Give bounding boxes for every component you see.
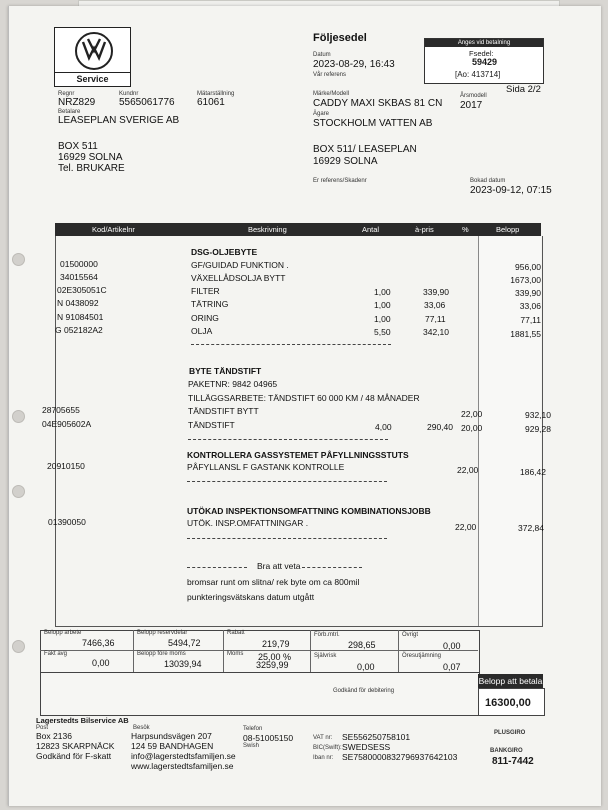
var-referens-label: Vår referens (313, 72, 347, 78)
datum: 2023-08-29, 16:43 (313, 59, 395, 70)
payment-box-label: Anges vid betalning (425, 39, 543, 47)
besok-line: 124 59 BANDHAGEN (131, 741, 214, 751)
vw-service-logo (54, 27, 131, 87)
row-desc: UTÖK. INSP.OMFATTNINGAR . (187, 518, 309, 528)
belopp-reservdelar: 5494,72 (168, 638, 201, 648)
oresutjamning: 0,07 (443, 662, 461, 672)
matarstallning: 61061 (197, 97, 225, 108)
agare: STOCKHOLM VATTEN AB (313, 118, 433, 129)
datum-label: Datum (313, 52, 331, 58)
godkand-label: Godkänd för debitering (333, 688, 395, 694)
col-kod: Kod/Artikelnr (92, 225, 135, 234)
vw-logo-icon (75, 32, 113, 70)
row-belopp: 77,11 (520, 315, 541, 325)
bokad-label: Bokad datum (470, 178, 506, 184)
forbmtrl-label: Förb.mtrl. (314, 632, 340, 638)
kundnr: 5565061776 (119, 97, 175, 108)
note-rule-right (302, 567, 362, 568)
summary-col-divider (223, 630, 224, 672)
approval-box (40, 672, 480, 716)
pay-amount: 16300,00 (485, 697, 531, 709)
rabatt-label: Rabatt (227, 630, 245, 636)
row-antal: 1,00 (374, 300, 391, 310)
row-belopp: 33,06 (519, 301, 541, 311)
fore-moms: 13039,94 (164, 659, 202, 669)
post-line: Godkänd för F-skatt (36, 751, 112, 761)
row-desc: TÄNDSTIFT BYTT (188, 406, 259, 416)
row-kod: 02E305051C (57, 285, 107, 295)
doc-title: Följesedel (313, 32, 367, 44)
row-belopp: 372,84 (518, 523, 544, 533)
address-right-2: 16929 SOLNA (313, 156, 378, 167)
marke-modell: CADDY MAXI SKBAS 81 CN (313, 98, 443, 109)
moms: 3259,99 (256, 660, 289, 670)
summary-divider (40, 650, 478, 651)
post-label: Post (36, 725, 49, 731)
note-line: bromsar runt om slitna/ rek byte om ca 800mil (187, 577, 360, 587)
row-belopp: 929,28 (525, 424, 551, 434)
plusgiro-label: PLUSGIRO (494, 730, 526, 736)
row-pct: 20,00 (461, 423, 483, 433)
address-left-1: BOX 511 (58, 141, 98, 152)
address-left-2: 16929 SOLNA (58, 152, 123, 163)
oresutjamning-label: Öresutjämning (402, 653, 442, 659)
moms-label: Moms (227, 651, 244, 657)
row-desc: TÄTRING (191, 299, 229, 309)
paketnr: PAKETNR: 9842 04965 (188, 379, 278, 389)
bankgiro: 811-7442 (492, 756, 534, 767)
page-number: Sida 2/2 (506, 84, 541, 95)
section-divider (191, 344, 391, 345)
post-line: 12823 SKARPNÄCK (36, 741, 115, 751)
bic-label: BIC(Swift): (313, 745, 342, 751)
belopp-reservdelar-label: Belopp reservdelar (137, 630, 188, 636)
row-antal: 1,00 (374, 287, 391, 297)
payment-box (424, 38, 544, 84)
kundnr-label: Kundnr (119, 91, 139, 97)
er-referens-label: Er referens/Skadenr (313, 178, 367, 184)
tillaggsarbete: TILLÄGGSARBETE: TÄNDSTIFT 60 000 KM / 48 MÅNADER (188, 393, 420, 403)
moms-pct: 25,00 % (258, 652, 292, 662)
row-kod: 28705655 (42, 405, 80, 415)
section-divider (187, 538, 387, 539)
row-apris: 33,06 (424, 300, 446, 310)
betalare-label: Betalare (58, 109, 81, 115)
row-belopp: 186,42 (520, 467, 546, 477)
company-name: Lagerstedts Bilservice AB (36, 716, 129, 725)
besok-line: info@lagerstedtsfamiljen.se (131, 751, 236, 761)
table-header (55, 223, 541, 236)
row-desc: VÄXELLÅDSOLJA BYTT (191, 273, 286, 283)
besok-label: Besök (133, 725, 150, 731)
telefon: 08-51005150 (243, 733, 294, 743)
ovrigt-label: Övrigt (402, 632, 419, 638)
summary-col-divider (398, 630, 399, 672)
section-divider (188, 439, 388, 440)
address-right-1: BOX 511/ LEASEPLAN (313, 144, 417, 155)
note-rule-left (187, 567, 247, 568)
row-desc: OLJA (191, 326, 213, 336)
logo-text: Service (55, 72, 130, 86)
ao-number: [Ao: 413714] (455, 70, 501, 79)
vat: SE556250758101 (342, 732, 411, 742)
punch-hole (12, 640, 25, 653)
row-desc: GF/GUIDAD FUNKTION . (191, 260, 289, 270)
bankgiro-label: BANKGIRO (490, 748, 523, 754)
ovrigt: 0,00 (443, 641, 461, 651)
sjalvrisk-label: Självrisk (314, 653, 337, 659)
row-kod: 34015564 (60, 272, 98, 282)
row-desc: ORING (191, 313, 219, 323)
section-title: DSG-OLJEBYTE (191, 247, 258, 257)
col-pct: % (462, 225, 469, 234)
section-divider (187, 481, 387, 482)
belopp-arbete-label: Belopp arbete (44, 630, 82, 636)
fore-moms-label: Belopp före moms (137, 651, 186, 657)
row-pct: 22,00 (457, 465, 479, 475)
row-kod: 04E905602A (42, 419, 92, 429)
fakt-avg-label: Fakt avg (44, 651, 68, 657)
iban-label: Iban nr: (313, 755, 334, 761)
forbmtrl: 298,65 (348, 640, 376, 650)
besok-line: www.lagerstedtsfamiljen.se (131, 761, 234, 771)
punch-hole (12, 253, 25, 266)
summary-col-divider (133, 630, 134, 672)
row-kod: G 052182A2 (55, 325, 103, 335)
belopp-arbete: 7466,36 (82, 638, 115, 648)
row-desc: PÅFYLLANSL F GASTANK KONTROLLE (187, 462, 345, 472)
pay-box (478, 688, 545, 716)
punch-hole (12, 410, 25, 423)
besok-line: Harpsundsvägen 207 (131, 731, 212, 741)
note-line: punkteringsvätskans datum utgått (187, 592, 315, 602)
row-apris: 77,11 (425, 314, 446, 324)
row-kod: 01390050 (48, 517, 86, 527)
col-belopp: Belopp (496, 225, 520, 234)
arsmodell: 2017 (460, 100, 483, 111)
col-beskrivning: Beskrivning (248, 225, 287, 234)
telefon-label: Telefon (243, 726, 263, 732)
betalare: LEASEPLAN SVERIGE AB (58, 115, 180, 126)
row-apris: 339,90 (423, 287, 449, 297)
row-belopp: 339,90 (515, 288, 541, 298)
summary-col-divider (310, 630, 311, 672)
row-kod: N 0438092 (57, 298, 99, 308)
bokad-datum: 2023-09-12, 07:15 (470, 185, 552, 196)
row-pct: 22,00 (455, 522, 477, 532)
col-antal: Antal (362, 225, 380, 234)
row-desc: TÄNDSTIFT (188, 420, 235, 430)
swish-label: Swish (243, 743, 260, 749)
row-belopp: 1881,55 (510, 329, 541, 339)
regnr: NRZ829 (58, 97, 96, 108)
regnr-label: Regnr (58, 91, 75, 97)
vat-label: VAT nr: (313, 735, 333, 741)
row-apris: 342,10 (423, 327, 449, 337)
row-belopp: 1673,00 (510, 275, 541, 285)
row-antal: 5,50 (374, 327, 391, 337)
address-left-3: Tel. BRUKARE (58, 163, 125, 174)
punch-hole (12, 485, 25, 498)
fsedel-label: Fsedel: (469, 49, 494, 58)
matar-label: Mätarställning (197, 91, 235, 97)
row-antal: 1,00 (374, 314, 391, 324)
row-apris: 290,40 (427, 422, 453, 432)
section-title: KONTROLLERA GASSYSTEMET PÅFYLLNINGSSTUTS (187, 450, 409, 460)
fakt-avg: 0,00 (92, 658, 110, 668)
row-belopp: 956,00 (515, 262, 541, 272)
agare-label: Ägare (313, 111, 330, 117)
iban: SE7580000832796937642103 (342, 752, 458, 762)
col-apris: à-pris (415, 225, 434, 234)
section-title: UTÖKAD INSPEKTIONSOMFATTNING KOMBINATIONSJOBB (187, 506, 431, 516)
row-kod: 01500000 (60, 259, 98, 269)
note-heading: Bra att veta (257, 561, 301, 571)
fsedel-number: 59429 (472, 57, 498, 67)
row-antal: 4,00 (375, 422, 392, 432)
row-pct: 22,00 (461, 409, 483, 419)
row-belopp: 932,10 (525, 410, 551, 420)
arsmodell-label: Årsmodell (460, 93, 487, 99)
marke-label: Märke/Modell (313, 91, 350, 97)
section-title: BYTE TÄNDSTIFT (189, 366, 262, 376)
pay-label: Belopp att betala (478, 676, 543, 686)
row-kod: 20910150 (47, 461, 85, 471)
row-kod: N 91084501 (57, 312, 104, 322)
bic: SWEDSESS (342, 742, 391, 752)
rabatt: 219,79 (262, 639, 290, 649)
row-desc: FILTER (191, 286, 220, 296)
post-line: Box 2136 (36, 731, 72, 741)
sjalvrisk: 0,00 (357, 662, 375, 672)
